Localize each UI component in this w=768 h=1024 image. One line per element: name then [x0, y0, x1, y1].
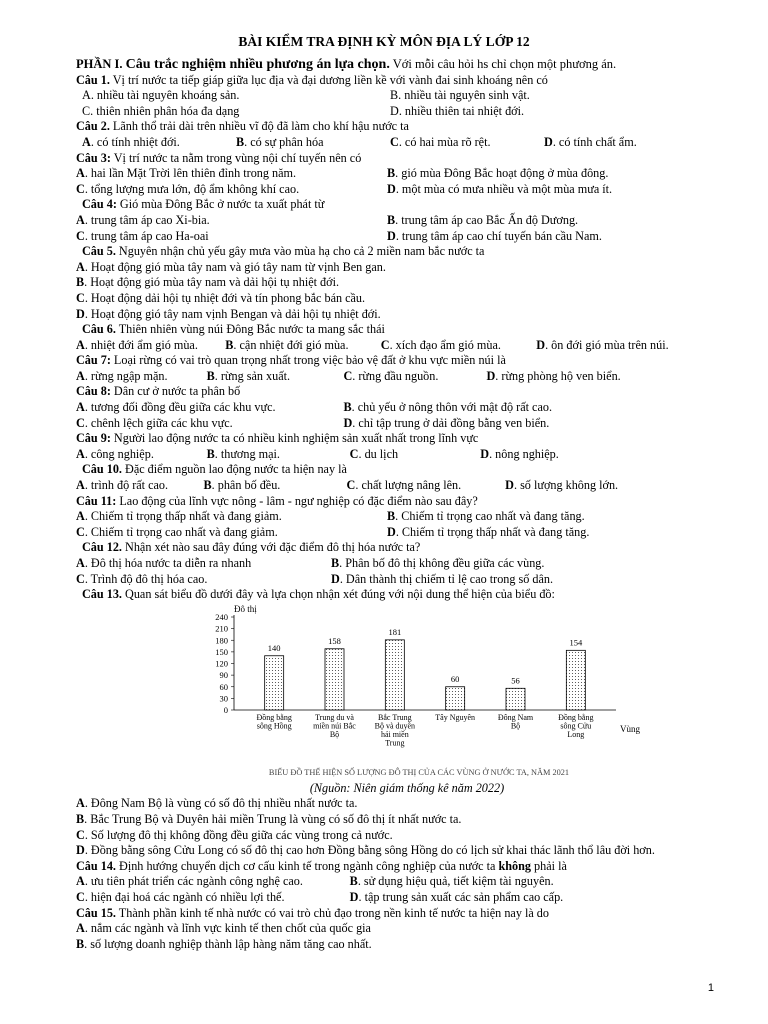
option-b: B. Chiếm tỉ trọng cao nhất và đang tăng.	[387, 509, 585, 524]
option-b: B. trung tâm áp cao Bắc Ấn độ Dương.	[387, 212, 579, 227]
option-d: D. rừng phòng hộ ven biển.	[486, 368, 621, 383]
category-label: Đồng bằng sông Hồng	[256, 712, 292, 731]
x-axis-label: Vùng	[620, 723, 640, 734]
option-b: B. cận nhiệt đới gió mùa.	[225, 337, 349, 352]
options-row	[76, 182, 698, 198]
y-tick-label: 240	[215, 611, 228, 622]
question-6: Câu 6. Thiên nhiên vùng núi Đông Bắc nước ta mang sắc thái	[82, 322, 385, 337]
option-c: C. tổng lượng mưa lớn, độ ẩm không khí cao.	[76, 181, 300, 196]
question-13: Câu 13. Quan sát biểu đồ dưới đây và lựa chọn nhận xét đúng với nội dung thể hiện của biểu đồ:	[82, 587, 555, 602]
bar	[446, 687, 465, 710]
bar	[325, 649, 344, 710]
options-row	[76, 874, 698, 890]
question-9: Câu 9: Người lao động nước ta có nhiều kinh nghiệm sản xuất nhất trong lĩnh vực	[76, 431, 479, 446]
options-row	[76, 369, 698, 385]
options-row	[76, 478, 698, 494]
option-b: B. gió mùa Đông Bắc hoạt động ở mùa đông.	[387, 166, 609, 181]
option-d: D. ôn đới gió mùa trên núi.	[536, 337, 669, 352]
option-b: B. số lượng doanh nghiệp thành lập hàng năm tăng cao nhất.	[76, 936, 372, 951]
bar-value-label: 56	[511, 675, 520, 686]
options-row	[76, 229, 698, 245]
option-b: B. nhiều tài nguyên sinh vật.	[390, 88, 530, 103]
bar-value-label: 181	[388, 626, 402, 637]
option-b: B. có sự phân hóa	[236, 134, 324, 149]
option-c: C. hiện đại hoá các ngành có nhiều lợi thế.	[76, 889, 285, 904]
option-c: C. Số lượng đô thị không đồng đều giữa các vùng trong cả nước.	[76, 827, 393, 842]
option-c: C. Trình độ đô thị hóa cao.	[76, 571, 208, 586]
chart-title: BIỂU ĐỒ THỂ HIỆN SỐ LƯỢNG ĐÔ THỊ CỦA CÁC VÙNG Ở NƯỚC TA, NĂM 2021	[268, 767, 570, 777]
option-b: B. Bắc Trung Bộ và Duyên hải miền Trung là vùng có số đô thị ít nhất nước ta.	[76, 811, 462, 826]
option-a: A. nắm các ngành và lĩnh vực kinh tế then chốt của quốc gia	[76, 921, 371, 936]
option-b: B. Phân bố đô thị không đều giữa các vùng.	[331, 556, 545, 570]
question-3: Câu 3: Vị trí nước ta nằm trong vùng nội chí tuyến nên có	[76, 150, 362, 165]
options-row	[76, 166, 698, 182]
option-c: C. xích đạo ẩm gió mùa.	[380, 337, 501, 352]
y-tick-label: 60	[219, 681, 228, 692]
options-row	[76, 135, 698, 151]
option-b: B. sử dụng hiệu quả, tiết kiệm tài nguyên.	[349, 874, 554, 889]
question-12: Câu 12. Nhận xét nào sau đây đúng với đặc điểm đô thị hóa nước ta?	[82, 540, 421, 555]
options-row	[76, 572, 698, 588]
options-row	[76, 447, 698, 463]
option-c: C. du lịch	[349, 446, 399, 461]
category-label: Đông Nam Bộ	[497, 712, 534, 731]
bar-value-label: 60	[450, 673, 460, 684]
option-b: B. rừng sản xuất.	[206, 368, 291, 383]
option-a: A. nhiều tài nguyên khoáng sản.	[82, 88, 240, 103]
option-d: D. Đồng bằng sông Cửu Long có số đô thị cao hơn Đồng bằng sông Hồng do có lịch sử khai thác lãnh thổ lâu đời hơn.	[76, 843, 655, 858]
y-tick-label: 90	[219, 669, 228, 680]
option-d: D. nông nghiệp.	[480, 446, 559, 461]
y-axis-label: Đô thị	[234, 603, 257, 614]
question-text: Vị trí nước ta tiếp giáp giữa lục địa và đại dương liền kề với vành đai sinh khoáng nên có	[112, 72, 548, 87]
option-c: C. chất lượng nâng lên.	[346, 478, 462, 493]
part1-note: Với mỗi câu hỏi hs chỉ chọn một phương án.	[392, 57, 617, 71]
bar-chart-svg	[76, 603, 698, 781]
option-b: B. chủ yếu ở nông thôn với mật độ rất cao.	[343, 400, 552, 415]
option-a: A. trình độ rất cao.	[76, 478, 169, 493]
option-d: D. Dân thành thị chiếm tỉ lệ cao trong số dân.	[331, 571, 554, 586]
bar	[566, 650, 585, 710]
question-14: Câu 14. Định hướng chuyển dịch cơ cấu kinh tế trong ngành công nghiệp của nước ta không phải là	[76, 858, 567, 873]
option-d: D. trung tâm áp cao chí tuyến bán cầu Nam.	[387, 228, 602, 243]
options-row	[76, 509, 698, 525]
option-c: C. thiên nhiên phân hóa đa dạng	[82, 103, 240, 118]
question-2: Câu 2. Lãnh thổ trải dài trên nhiều vĩ độ đã làm cho khí hậu nước ta	[76, 119, 409, 134]
bar-value-label: 140	[267, 642, 281, 653]
options-row	[76, 338, 698, 354]
option-a: A. rừng ngập mặn.	[76, 368, 168, 383]
option-b: B. Hoạt động gió mùa tây nam và dải hội tụ nhiệt đới.	[76, 275, 340, 290]
category-label: Tây Nguyên	[435, 712, 476, 722]
question-10: Câu 10. Đặc điểm nguồn lao động nước ta hiện nay là	[82, 462, 347, 477]
part1-heading: Câu trắc nghiệm nhiều phương án lựa chọn.	[125, 57, 390, 72]
option-a: A. Đô thị hóa nước ta diễn ra nhanh	[76, 556, 252, 570]
option-d: D. tập trung sản xuất các sản phẩm cao cấp.	[349, 889, 564, 904]
option-b: B. phân bố đều.	[203, 478, 281, 493]
bar-value-label: 154	[569, 637, 583, 648]
page-number: 1	[707, 982, 714, 994]
question-1	[76, 73, 698, 89]
category-label: Bắc Trung Bộ và duyên hải miền Trung	[374, 712, 416, 748]
question-5: Câu 5. Nguyên nhận chủ yếu gây mưa vào mùa hạ cho cả 2 miền nam bắc nước ta	[82, 244, 485, 259]
options-row	[76, 556, 698, 572]
question-8: Câu 8: Dân cư ở nước ta phân bố	[76, 384, 241, 399]
chart-source: (Nguồn: Niên giám thống kê năm 2022)	[309, 780, 505, 795]
y-tick-label: 150	[215, 646, 228, 657]
option-a: A. có tính nhiệt đới.	[82, 134, 180, 149]
option-c: C. rừng đầu nguồn.	[343, 368, 439, 383]
option-c: C. Chiếm tỉ trọng cao nhất và đang giảm.	[76, 524, 278, 539]
options-row	[76, 890, 698, 906]
y-tick-label: 120	[215, 658, 228, 669]
option-d: D. có tính chất ẩm.	[544, 134, 637, 149]
question-number: Câu 1.	[76, 72, 110, 87]
question-4: Câu 4: Gió mùa Đông Bắc ở nước ta xuất phát từ	[82, 197, 325, 212]
category-label: Trung du và miền núi Bắc Bộ	[313, 712, 356, 739]
option-a: A. công nghiệp.	[76, 446, 154, 461]
part1-header	[76, 57, 698, 73]
option-a: A. Hoạt động gió mùa tây nam và gió tây nam từ vịnh Ben gan.	[76, 259, 386, 274]
question-11: Câu 11: Lao động của lĩnh vực nông - lâm - ngư nghiệp có đặc điểm nào sau đây?	[76, 493, 478, 508]
options-row	[76, 213, 698, 229]
option-b: B. thương mại.	[206, 446, 280, 461]
options-row	[76, 104, 698, 120]
options-row	[76, 400, 698, 416]
option-d: D. Chiếm tỉ trọng thấp nhất và đang tăng.	[387, 524, 590, 539]
bar	[265, 656, 284, 710]
option-d: D. nhiều thiên tai nhiệt đới.	[390, 103, 525, 118]
option-c: C. có hai mùa rõ rệt.	[390, 134, 491, 149]
y-tick-label: 210	[215, 623, 228, 634]
option-c: C. chênh lệch giữa các khu vực.	[76, 415, 233, 430]
option-a: A. Đông Nam Bộ là vùng có số đô thị nhiều nhất nước ta.	[76, 796, 358, 811]
option-a: A. hai lần Mặt Trời lên thiên đỉnh trong năm.	[76, 166, 297, 181]
bar-value-label: 158	[328, 635, 341, 646]
options-row	[76, 88, 698, 104]
option-c: C. trung tâm áp cao Ha-oai	[76, 228, 209, 243]
exam-body	[76, 57, 698, 952]
option-d: D. Hoạt động gió tây nam vịnh Bengan và dải hội tụ nhiệt đới.	[76, 306, 381, 321]
options-row	[76, 416, 698, 432]
option-a: A. tương đối đồng đều giữa các khu vực.	[76, 400, 276, 415]
y-tick-label: 180	[215, 635, 228, 646]
urban-count-chart	[76, 603, 698, 781]
option-d: D. số lượng không lớn.	[505, 478, 619, 493]
bar	[506, 688, 525, 710]
bar	[385, 640, 404, 710]
options-row	[76, 525, 698, 541]
option-c: C. Hoạt động dải hội tụ nhiệt đới và tín phong bắc bán cầu.	[76, 290, 366, 305]
y-tick-label: 30	[219, 693, 228, 704]
y-tick-label: 0	[223, 704, 228, 715]
option-d: D. chỉ tập trung ở dải đồng bằng ven biển.	[343, 415, 550, 430]
part1-label: PHẦN I.	[76, 57, 123, 71]
option-a: A. Chiếm tỉ trọng thấp nhất và đang giảm.	[76, 509, 282, 524]
option-a: A. trung tâm áp cao Xi-bia.	[76, 212, 210, 227]
option-d: D. một mùa có mưa nhiều và một mùa mưa ít.	[387, 181, 613, 196]
exam-title: BÀI KIỂM TRA ĐỊNH KỲ MÔN ĐỊA LÝ LỚP 12	[238, 34, 530, 49]
option-a: A. nhiệt đới ẩm gió mùa.	[76, 337, 198, 352]
option-a: A. ưu tiên phát triển các ngành công nghệ cao.	[76, 874, 303, 889]
question-7: Câu 7: Loại rừng có vai trò quan trọng nhất trong việc bảo vệ đất ở khu vực miền núi là	[76, 353, 506, 368]
question-15: Câu 15. Thành phần kinh tế nhà nước có vai trò chủ đạo trong nền kinh tế nước ta hiện nay là do	[76, 905, 549, 920]
category-label: Đồng bằng sông Cửu Long	[558, 712, 594, 739]
